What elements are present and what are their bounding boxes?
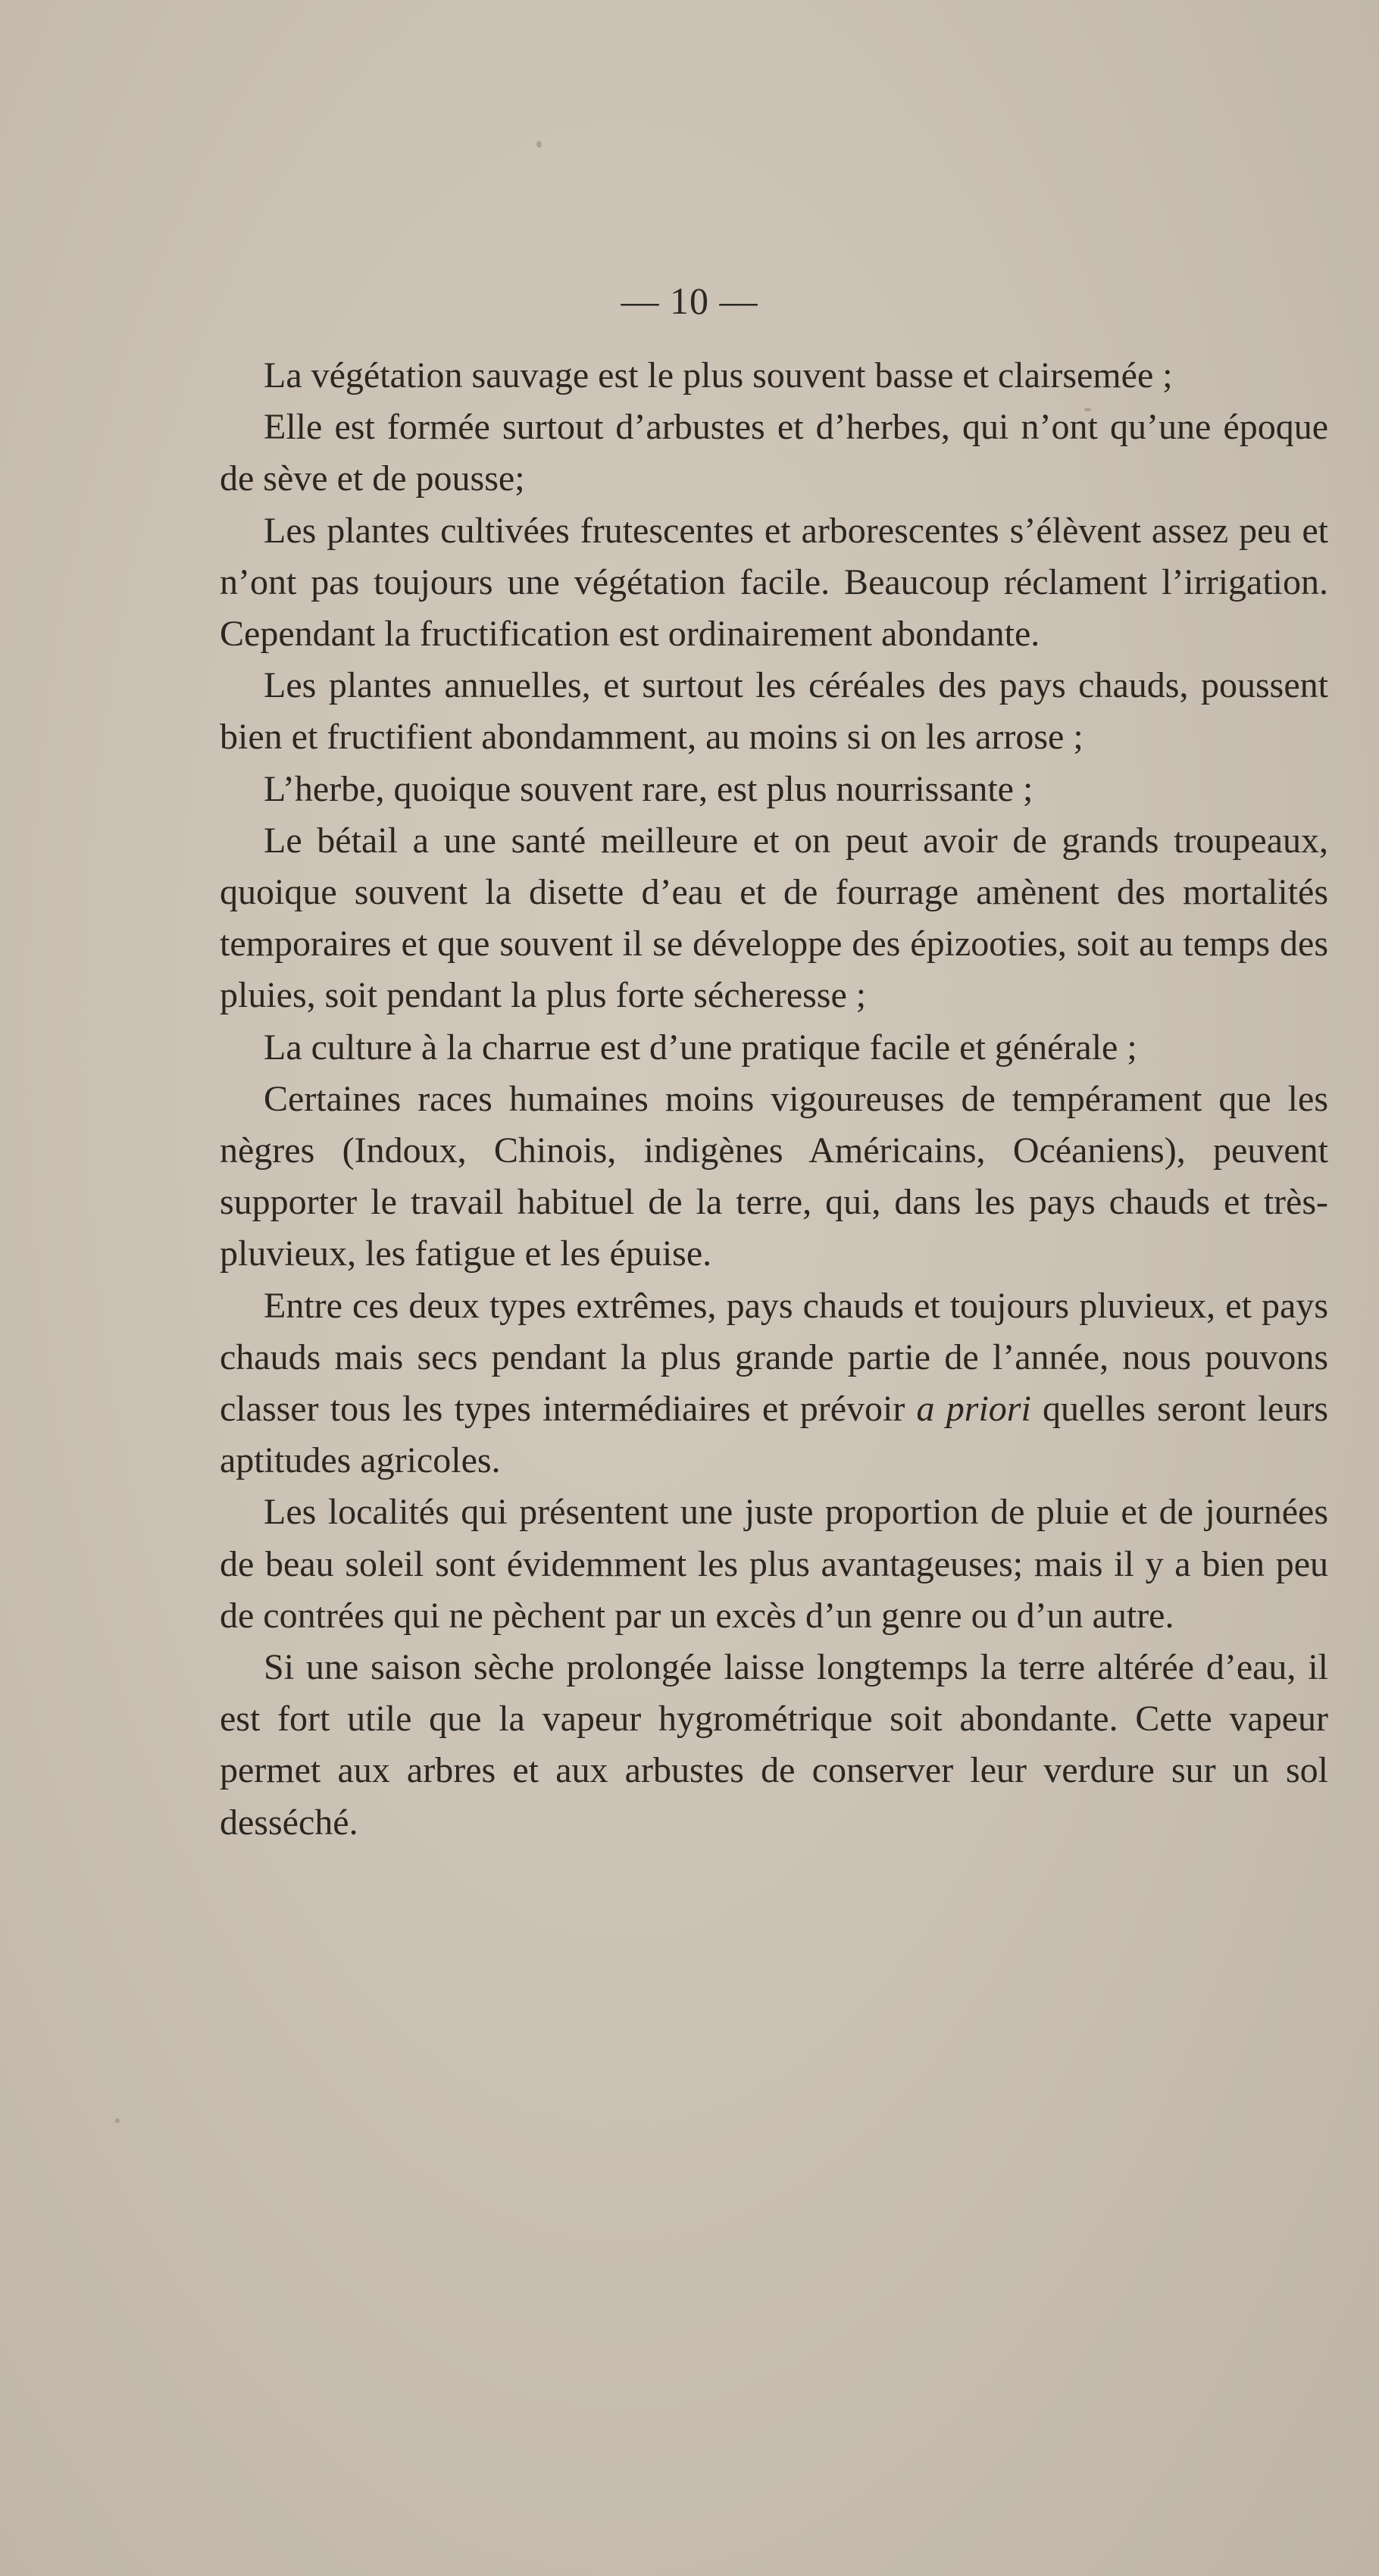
paragraph: L’herbe, quoique souvent rare, est plus nourrissante ; — [264, 768, 1033, 809]
paragraph: Les plantes annuelles, et surtout les céréales des pays chauds, poussent bien et fructifient abondamment, au moins si on les arrose ; — [220, 665, 1328, 758]
body-text — [220, 350, 1328, 1849]
paragraph: Les localités qui présentent une juste proportion de pluie et de journées de beau soleil sont évidemment les plus avantageuses; mais il y a bien peu de contrées qui ne pèchent par un excès d’un genre ou d’un autre. — [220, 1492, 1328, 1636]
paragraph: La culture à la charrue est d’une pratique facile et générale ; — [264, 1027, 1137, 1068]
paragraph: Le bétail a une santé meilleure et on peut avoir de grands troupeaux, quoique souvent la disette d’eau et de fourrage amènent des mortalités temporaires et que souvent il se développe des épizooties, soit au temps des pluies, soit pendant la plus forte sécheresse ; — [220, 820, 1328, 1016]
paragraph: Certaines races humaines moins vigoureuses de tempérament que les nègres (Indoux, Chinois, indigènes Américains, Océaniens), peuvent supporter le travail habituel de la terre, qui, dans les pays chauds et très-pluvieux, les fatigue et les épuise. — [220, 1078, 1328, 1274]
page-number: — 10 — — [621, 280, 758, 322]
paper-speck — [115, 2118, 120, 2123]
paragraph-text: Entre ces deux types extrêmes, pays chauds et toujours pluvieux, et pays chauds mais secs pendant la plus grande partie de l’année, nous pouvons classer tous les types intermédiaires et prévoir — [220, 1285, 1328, 1430]
paragraph: Elle est formée surtout d’arbustes et d’herbes, qui n’ont qu’une époque de sève et de pousse; — [220, 407, 1328, 499]
paragraph-text: quelles seront leurs aptitudes agricoles. — [220, 1389, 1329, 1481]
paragraph: Si une saison sèche prolongée laisse longtemps la terre altérée d’eau, il est fort utile que la vapeur hygrométrique soit abondante. Cette vapeur permet aux arbres et aux arbustes de conserver leur verdure sur un sol desséché. — [220, 1647, 1328, 1843]
italic-phrase: a priori — [916, 1389, 1031, 1430]
paragraph: La végétation sauvage est le plus souvent basse et clairsemée ; — [264, 355, 1173, 395]
paper-speck — [536, 141, 542, 148]
paragraph: Les plantes cultivées frutescentes et arborescentes s’élèvent assez peu et n’ont pas toujours une végétation facile. Beaucoup réclament l’irrigation. Cependant la fructification est ordinairement abondante. — [220, 510, 1328, 655]
paragraph — [220, 1280, 1328, 1487]
